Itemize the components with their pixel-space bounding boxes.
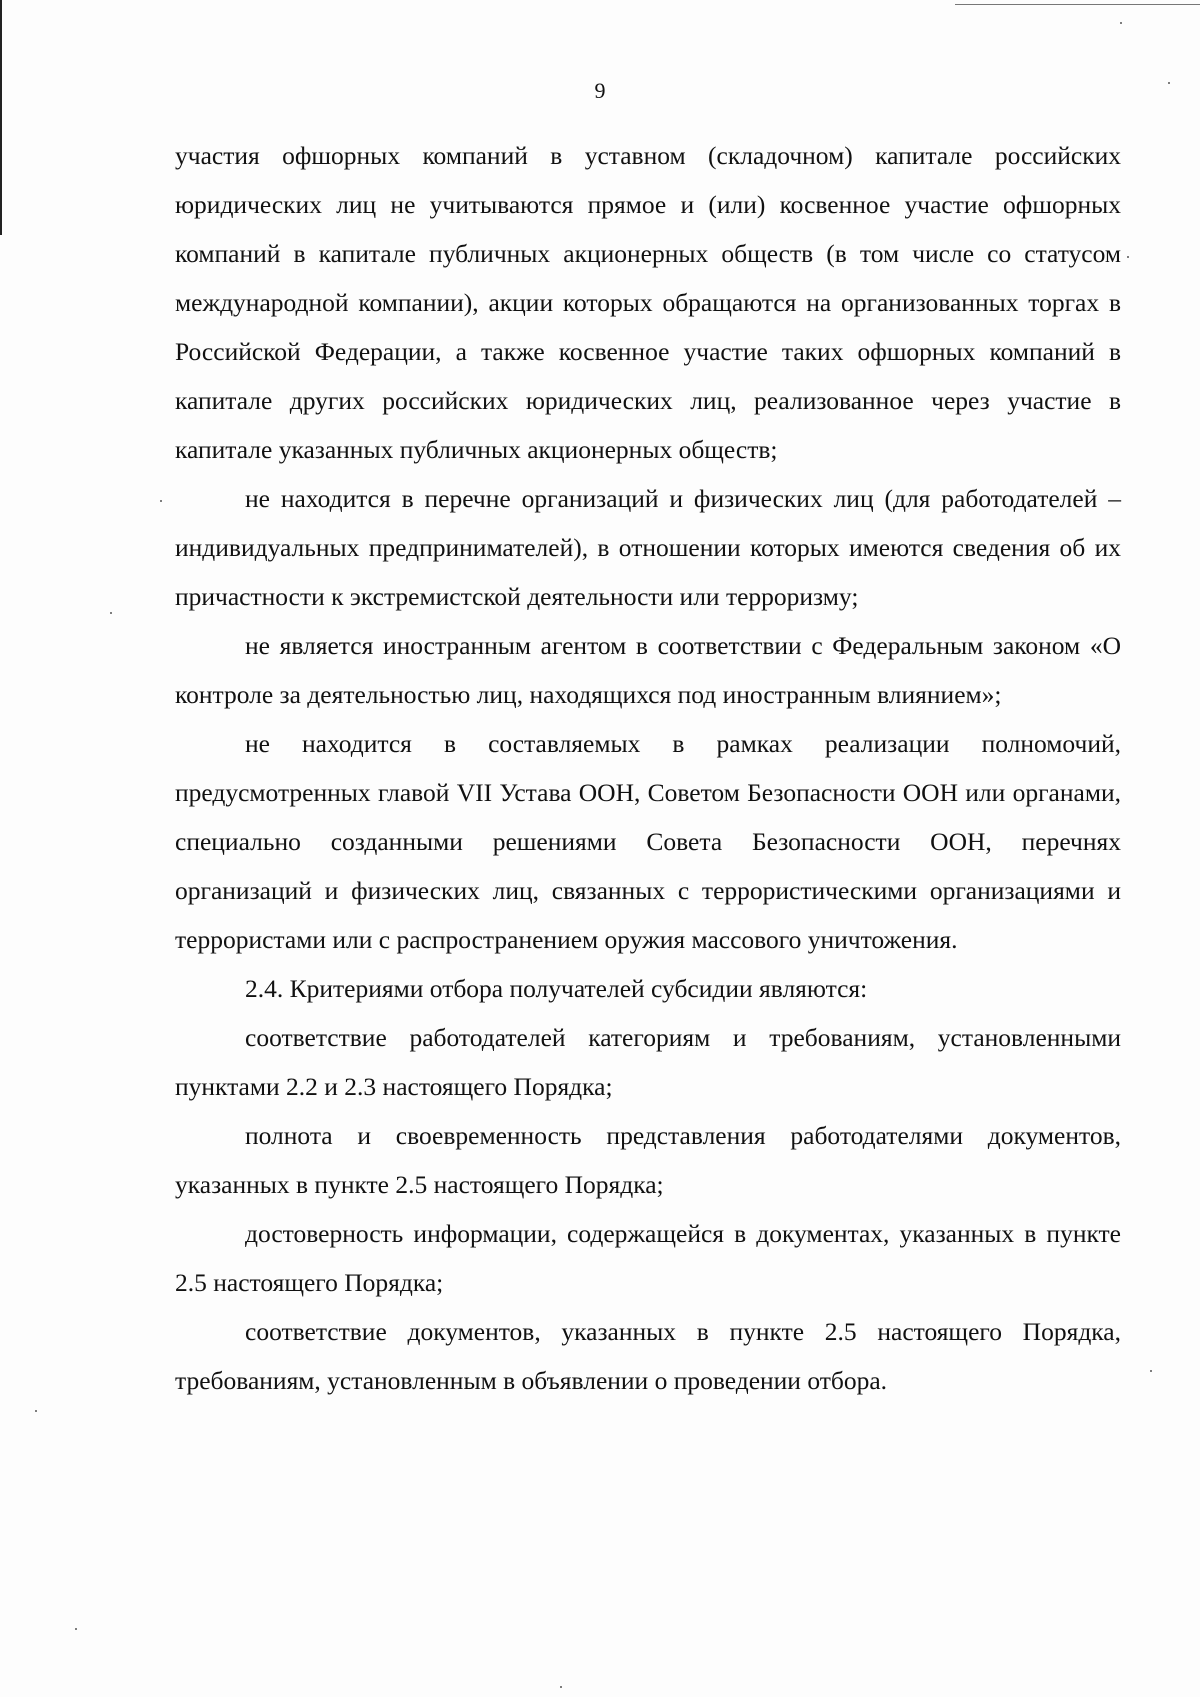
paragraph-criterion-reliability: достоверность информации, содержащейся в документах, указанных в пункте 2.5 настоящего Порядка; bbox=[175, 1219, 1121, 1297]
scan-speck bbox=[35, 1410, 37, 1412]
paragraph-un-sanctions-lists: не находится в составляемых в рамках реализации полномочий, предусмотренных главой VII Устава ООН, Советом Безопасности ООН или органами, специально созданными решениями Совета Безопасности ООН, перечнях организаций и физических лиц, связанных с террористическими организациями и террористами или с распространением оружия массового уничтожения. bbox=[175, 729, 1121, 954]
document-body bbox=[175, 131, 1121, 1405]
scan-edge-left bbox=[0, 0, 2, 235]
scan-speck bbox=[110, 612, 112, 614]
paragraph-criterion-categories: соответствие работодателей категориям и требованиям, установленными пунктами 2.2 и 2.3 настоящего Порядка; bbox=[175, 1023, 1121, 1101]
scan-speck bbox=[75, 1628, 77, 1630]
paragraph-extremism-list: не находится в перечне организаций и физических лиц (для работодателей – индивидуальных предпринимателей), в отношении которых имеются сведения об их причастности к экстремистской деятельности или терроризму; bbox=[175, 484, 1121, 611]
paragraph-offshore-participation: участия офшорных компаний в уставном (складочном) капитале российских юридических лиц не учитываются прямое и (или) косвенное участие офшорных компаний в капитале публичных акционерных обществ (в том числе со статусом международной компании), акции которых обращаются на организованных торгах в Российской Федерации, а также косвенное участие таких офшорных компаний в капитале других российских юридических лиц, реализованное через участие в капитале указанных публичных акционерных обществ; bbox=[175, 141, 1121, 464]
paragraph-selection-criteria-heading: 2.4. Критериями отбора получателей субсидии являются: bbox=[245, 974, 868, 1003]
scan-speck bbox=[1120, 22, 1122, 24]
scan-speck bbox=[160, 500, 162, 502]
scan-speck bbox=[1127, 256, 1129, 258]
paragraph-criterion-completeness: полнота и своевременность представления работодателями документов, указанных в пункте 2.5 настоящего Порядка; bbox=[175, 1121, 1121, 1199]
scan-speck bbox=[560, 1686, 562, 1688]
scan-speck bbox=[1168, 82, 1170, 84]
paragraph-foreign-agent: не является иностранным агентом в соответствии с Федеральным законом «О контроле за деятельностью лиц, находящихся под иностранным влиянием»; bbox=[175, 631, 1121, 709]
paragraph-criterion-compliance: соответствие документов, указанных в пункте 2.5 настоящего Порядка, требованиям, установленным в объявлении о проведении отбора. bbox=[175, 1317, 1121, 1395]
scan-speck bbox=[1150, 1370, 1152, 1372]
page-number: 9 bbox=[594, 78, 606, 103]
scan-line-top bbox=[955, 4, 1200, 5]
